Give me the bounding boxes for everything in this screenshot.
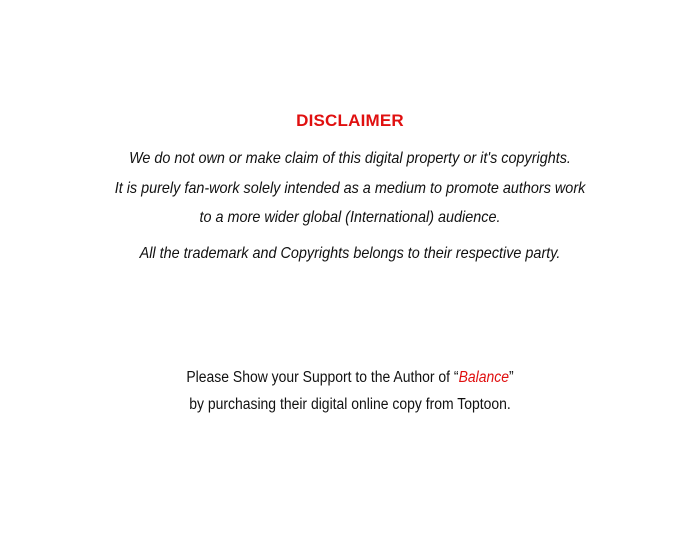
disclaimer-line-2: It is purely fan-work solely intended as a medium to promote authors work — [114, 180, 586, 197]
support-line-1 — [35, 369, 665, 387]
disclaimer-title: DISCLAIMER — [296, 111, 404, 130]
disclaimer-line-3: to a more wider global (International) audience. — [199, 209, 501, 226]
support-suffix: ” — [508, 369, 514, 386]
support-line-2: by purchasing their digital online copy from Toptoon. — [189, 396, 511, 413]
series-title: Balance — [458, 369, 509, 386]
disclaimer-line-4: All the trademark and Copyrights belongs to their respective party. — [139, 245, 561, 262]
disclaimer-line-1: We do not own or make claim of this digital property or it's copyrights. — [129, 150, 571, 167]
support-prefix: Please Show your Support to the Author of “ — [186, 369, 459, 386]
